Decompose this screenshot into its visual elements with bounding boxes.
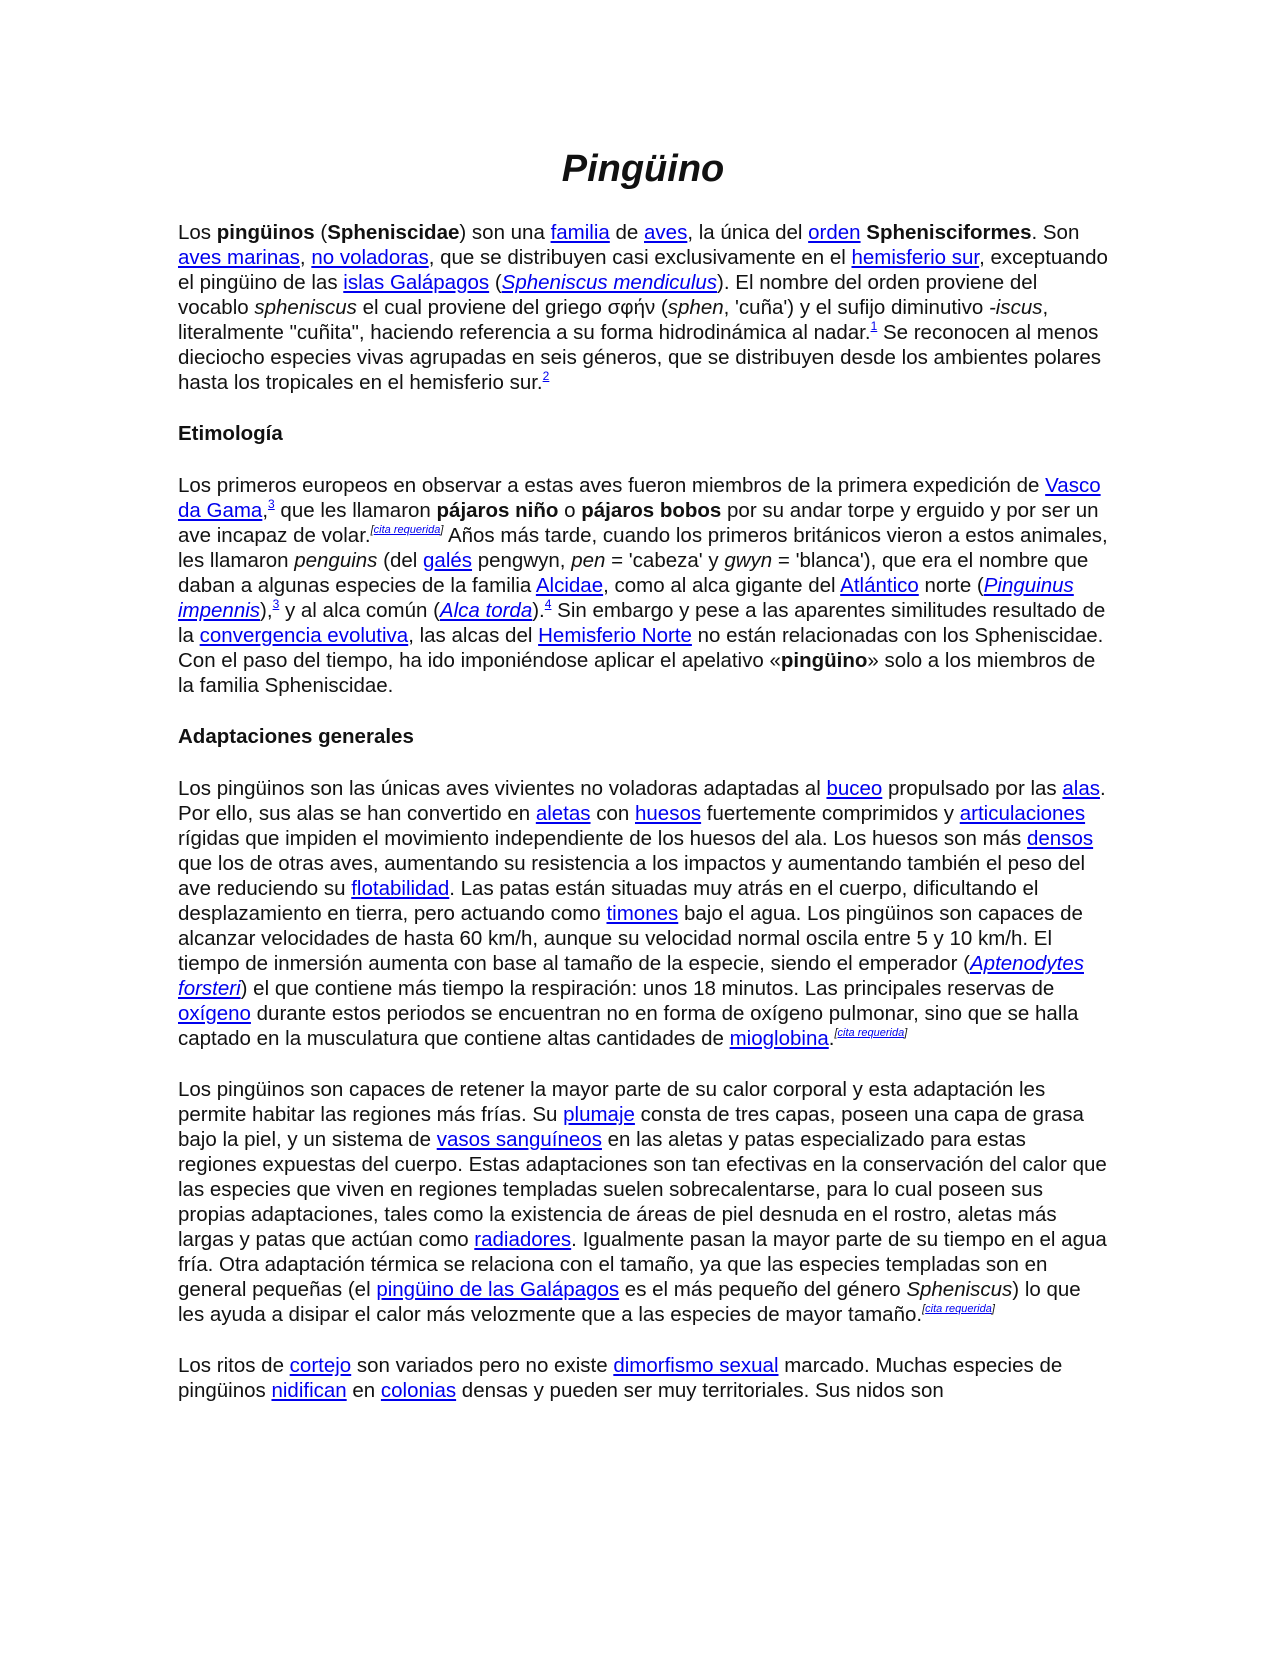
bold-term: pingüinos (216, 221, 315, 244)
bold-term: pájaros niño (436, 499, 559, 522)
text: , (299, 246, 312, 269)
bracket: [ (922, 1303, 926, 1315)
link-gales[interactable]: galés (423, 549, 473, 572)
link-text: Pinguinus impennis (178, 574, 1074, 622)
link-text: Aptenodytes forsteri (178, 952, 1084, 1000)
bracket: [ (370, 524, 374, 536)
bracket: ] (991, 1303, 995, 1315)
text: consta de tres capas, poseen una capa de grasa bajo la piel, y un sistema de (178, 1103, 1084, 1151)
link-text: Spheniscus mendiculus (501, 271, 718, 294)
link-familia[interactable]: familia (550, 221, 610, 244)
link-nidifican[interactable]: nidifican (271, 1379, 347, 1402)
link-mioglobina[interactable]: mioglobina (729, 1027, 829, 1050)
link-no-voladoras[interactable]: no voladoras (311, 246, 429, 269)
link-atlantico[interactable]: Atlántico (840, 574, 919, 597)
text: (del (377, 549, 424, 572)
link-alca-torda[interactable] (440, 599, 532, 622)
reference-link[interactable]: 2 (542, 369, 550, 383)
text: ). El nombre del orden proviene del vocablo (178, 271, 1038, 319)
italic-term: sphen (667, 296, 724, 319)
italic-term: Spheniscus (906, 1278, 1013, 1301)
text: . (828, 1027, 835, 1050)
text: pengwyn, (472, 549, 572, 572)
link-text: Alca torda (439, 599, 533, 622)
text: . Las patas están situadas muy atrás en el cuerpo, dificultando el desplazamiento en tierra, pero actuando como (178, 877, 1039, 925)
link-spheniscus-mendiculus[interactable] (502, 271, 717, 294)
link-vasos-sanguineos[interactable]: vasos sanguíneos (436, 1128, 602, 1151)
link-pinguino-de-las-galapagos[interactable]: pingüino de las Galápagos (376, 1278, 620, 1301)
article (178, 146, 1108, 1429)
text: , literalmente "cuñita", haciendo referencia a su forma hidrodinámica al nadar. (178, 296, 1049, 344)
text: Se reconocen al menos dieciocho especies vivas agrupadas en seis géneros, que se distribuyen desde los ambientes polares hasta los tropicales en el hemisferio sur. (178, 321, 1102, 394)
bracket: ] (440, 524, 444, 536)
link-colonias[interactable]: colonias (380, 1379, 457, 1402)
text: que los de otras aves, aumentando su resistencia a los impactos y aumentando también el peso del ave reduciendo su (178, 852, 1086, 900)
text: Los pingüinos son las únicas aves vivientes no voladoras adaptadas al (178, 777, 827, 800)
text: ( (314, 221, 328, 244)
intro-paragraph (178, 220, 1108, 395)
citation-needed[interactable] (922, 1303, 995, 1315)
text: . Son (1031, 221, 1080, 244)
text: ) el que contiene más tiempo la respiración: unos 18 minutos. Las principales reservas de (240, 977, 1055, 1000)
text: Los primeros europeos en observar a estas aves fueron miembros de la primera expedición de (178, 474, 1046, 497)
text: Los ritos de (178, 1354, 290, 1377)
link-densos[interactable]: densos (1027, 827, 1094, 850)
text: son variados pero no existe (351, 1354, 614, 1377)
bracket: ] (904, 1027, 908, 1039)
reference-link[interactable]: 3 (268, 497, 275, 511)
reference-3[interactable] (268, 497, 275, 511)
text: , que se distribuyen casi exclusivamente en el (428, 246, 852, 269)
bold-term: pingüino (780, 649, 868, 672)
italic-term: gwyn (724, 549, 773, 572)
text: en las aletas y patas especializado para estas regiones expuestas del cuerpo. Estas adaptaciones son tan efectivas en la conservación del calor que las especies que viven en regiones templadas suelen sobrecalentarse, para lo cual poseen sus propias adaptaciones, tales como la existencia de áreas de piel desnuda en el rostro, aletas más largas y patas que actúan como (178, 1128, 1107, 1251)
link-hemisferio-sur[interactable]: hemisferio sur (851, 246, 980, 269)
reference-link[interactable]: 4 (544, 597, 552, 611)
link-flotabilidad[interactable]: flotabilidad (351, 877, 450, 900)
link-aves-marinas[interactable]: aves marinas (178, 246, 300, 269)
text: = 'cabeza' y (605, 549, 725, 572)
section-heading-etimologia: Etimología (178, 422, 283, 445)
reference-2[interactable] (543, 369, 550, 383)
text: Los (178, 221, 217, 244)
text: el cual proviene del griego σφήν ( (356, 296, 668, 319)
text: » solo a los miembros de la familia Spheniscidae. (178, 649, 1096, 697)
text: no están relacionadas con los Spheniscidae. Con el paso del tiempo, ha ido imponiéndose aplicar el apelativo « (178, 624, 1104, 672)
text: , las alcas del (408, 624, 539, 647)
italic-term: penguins (294, 549, 378, 572)
text: que les llamaron (274, 499, 437, 522)
text: ) lo que les ayuda a disipar el calor más velozmente que a las especies de mayor tamaño. (178, 1278, 1081, 1326)
citation-needed-link[interactable]: cita requerida (373, 524, 441, 536)
link-buceo[interactable]: buceo (826, 777, 883, 800)
reference-link[interactable]: 3 (272, 597, 280, 611)
bold-term: Sphenisciformes (866, 221, 1032, 244)
text: . Por ello, sus alas se han convertido en (178, 777, 1106, 825)
link-plumaje[interactable]: plumaje (563, 1103, 635, 1126)
text: o (558, 499, 582, 522)
link-alcidae[interactable]: Alcidae (535, 574, 604, 597)
link-alas[interactable]: alas (1062, 777, 1100, 800)
text: por su andar torpe y erguido y por ser un ave incapaz de volar. (178, 499, 1099, 547)
text: rígidas que impiden el movimiento independiente de los huesos del ala. Los huesos son más (178, 827, 1027, 850)
link-radiadores[interactable]: radiadores (474, 1228, 572, 1251)
link-convergencia-evolutiva[interactable]: convergencia evolutiva (199, 624, 409, 647)
link-vasco-da-gama[interactable]: Vasco da Gama (178, 474, 1101, 522)
link-cortejo[interactable]: cortejo (289, 1354, 352, 1377)
italic-term: pen (571, 549, 606, 572)
text: Los pingüinos son capaces de retener la mayor parte de su calor corporal y esta adaptación les permite habitar las regiones más frías. Su (178, 1078, 1046, 1126)
link-aves[interactable]: aves (644, 221, 688, 244)
italic-term: spheniscus (254, 296, 357, 319)
citation-needed[interactable] (371, 524, 444, 536)
bracket: [ (834, 1027, 838, 1039)
text: ) son una (459, 221, 551, 244)
adaptaciones-paragraph-1 (178, 776, 1108, 1051)
text: ), (260, 599, 273, 622)
link-hemisferio-norte[interactable]: Hemisferio Norte (538, 624, 692, 647)
etimologia-paragraph (178, 473, 1108, 698)
section-heading-adaptaciones: Adaptaciones generales (178, 725, 414, 748)
text: propulsado por las (882, 777, 1063, 800)
link-huesos[interactable]: huesos (635, 802, 702, 825)
text: norte ( (918, 574, 984, 597)
text: . Igualmente pasan la mayor parte de su tiempo en el agua fría. Otra adaptación térmica se relaciona con el tamaño, ya que las especies templadas son en general pequeñas (el (178, 1228, 1107, 1301)
text: , exceptuando el pingüino de las (178, 246, 1108, 294)
text: bajo el agua. Los pingüinos son capaces de alcanzar velocidades de hasta 60 km/h, aunque su velocidad normal oscila entre 5 y 10 km/h. El tiempo de inmersión aumenta con base al tamaño de la especie, siendo el emperador ( (178, 902, 1083, 975)
text: Años más tarde, cuando los primeros británicos vieron a estos animales, les llamaron (178, 524, 1108, 572)
link-orden[interactable]: orden (808, 221, 861, 244)
text: , como al alca gigante del (603, 574, 841, 597)
italic-term: -iscus (988, 296, 1043, 319)
text: = 'blanca'), que era el nombre que daban a algunas especies de la familia (178, 549, 1089, 597)
text: en (346, 1379, 381, 1402)
reference-link[interactable]: 1 (870, 319, 878, 333)
text: , 'cuña') y el sufijo diminutivo (723, 296, 989, 319)
cortejo-paragraph (178, 1353, 1108, 1403)
text: durante estos periodos se encuentran no en forma de oxígeno pulmonar, sino que se halla captado en la musculatura que contiene altas cantidades de (178, 1002, 1079, 1050)
text: es el más pequeño del género (619, 1278, 907, 1301)
text: de (609, 221, 645, 244)
citation-needed-link[interactable]: cita requerida (925, 1303, 992, 1315)
link-timones[interactable]: timones (606, 902, 679, 925)
citation-needed[interactable] (834, 1027, 907, 1039)
link-dimorfismo-sexual[interactable]: dimorfismo sexual (613, 1354, 779, 1377)
text: densas y pueden ser muy territoriales. Sus nidos son (456, 1379, 944, 1402)
text: fuertemente comprimidos y (701, 802, 960, 825)
text: , (262, 499, 269, 522)
adaptaciones-paragraph-2 (178, 1077, 1108, 1327)
text: Sin embargo y pese a las aparentes similitudes resultado de la (178, 599, 1106, 647)
link-articulaciones[interactable]: articulaciones (959, 802, 1086, 825)
citation-needed-link[interactable]: cita requerida (837, 1027, 905, 1039)
text: ( (489, 271, 502, 294)
bold-term: pájaros bobos (581, 499, 722, 522)
link-oxigeno[interactable]: oxígeno (178, 1002, 251, 1025)
text: con (590, 802, 635, 825)
link-aletas[interactable]: aletas (535, 802, 591, 825)
text: , la única del (687, 221, 809, 244)
bold-term: Spheniscidae (327, 221, 460, 244)
page-title: Pingüino (561, 148, 725, 190)
text: marcado. Muchas especies de pingüinos (178, 1354, 1063, 1402)
text: y al alca común ( (279, 599, 440, 622)
text: ). (532, 599, 545, 622)
link-islas-galapagos[interactable]: islas Galápagos (343, 271, 490, 294)
